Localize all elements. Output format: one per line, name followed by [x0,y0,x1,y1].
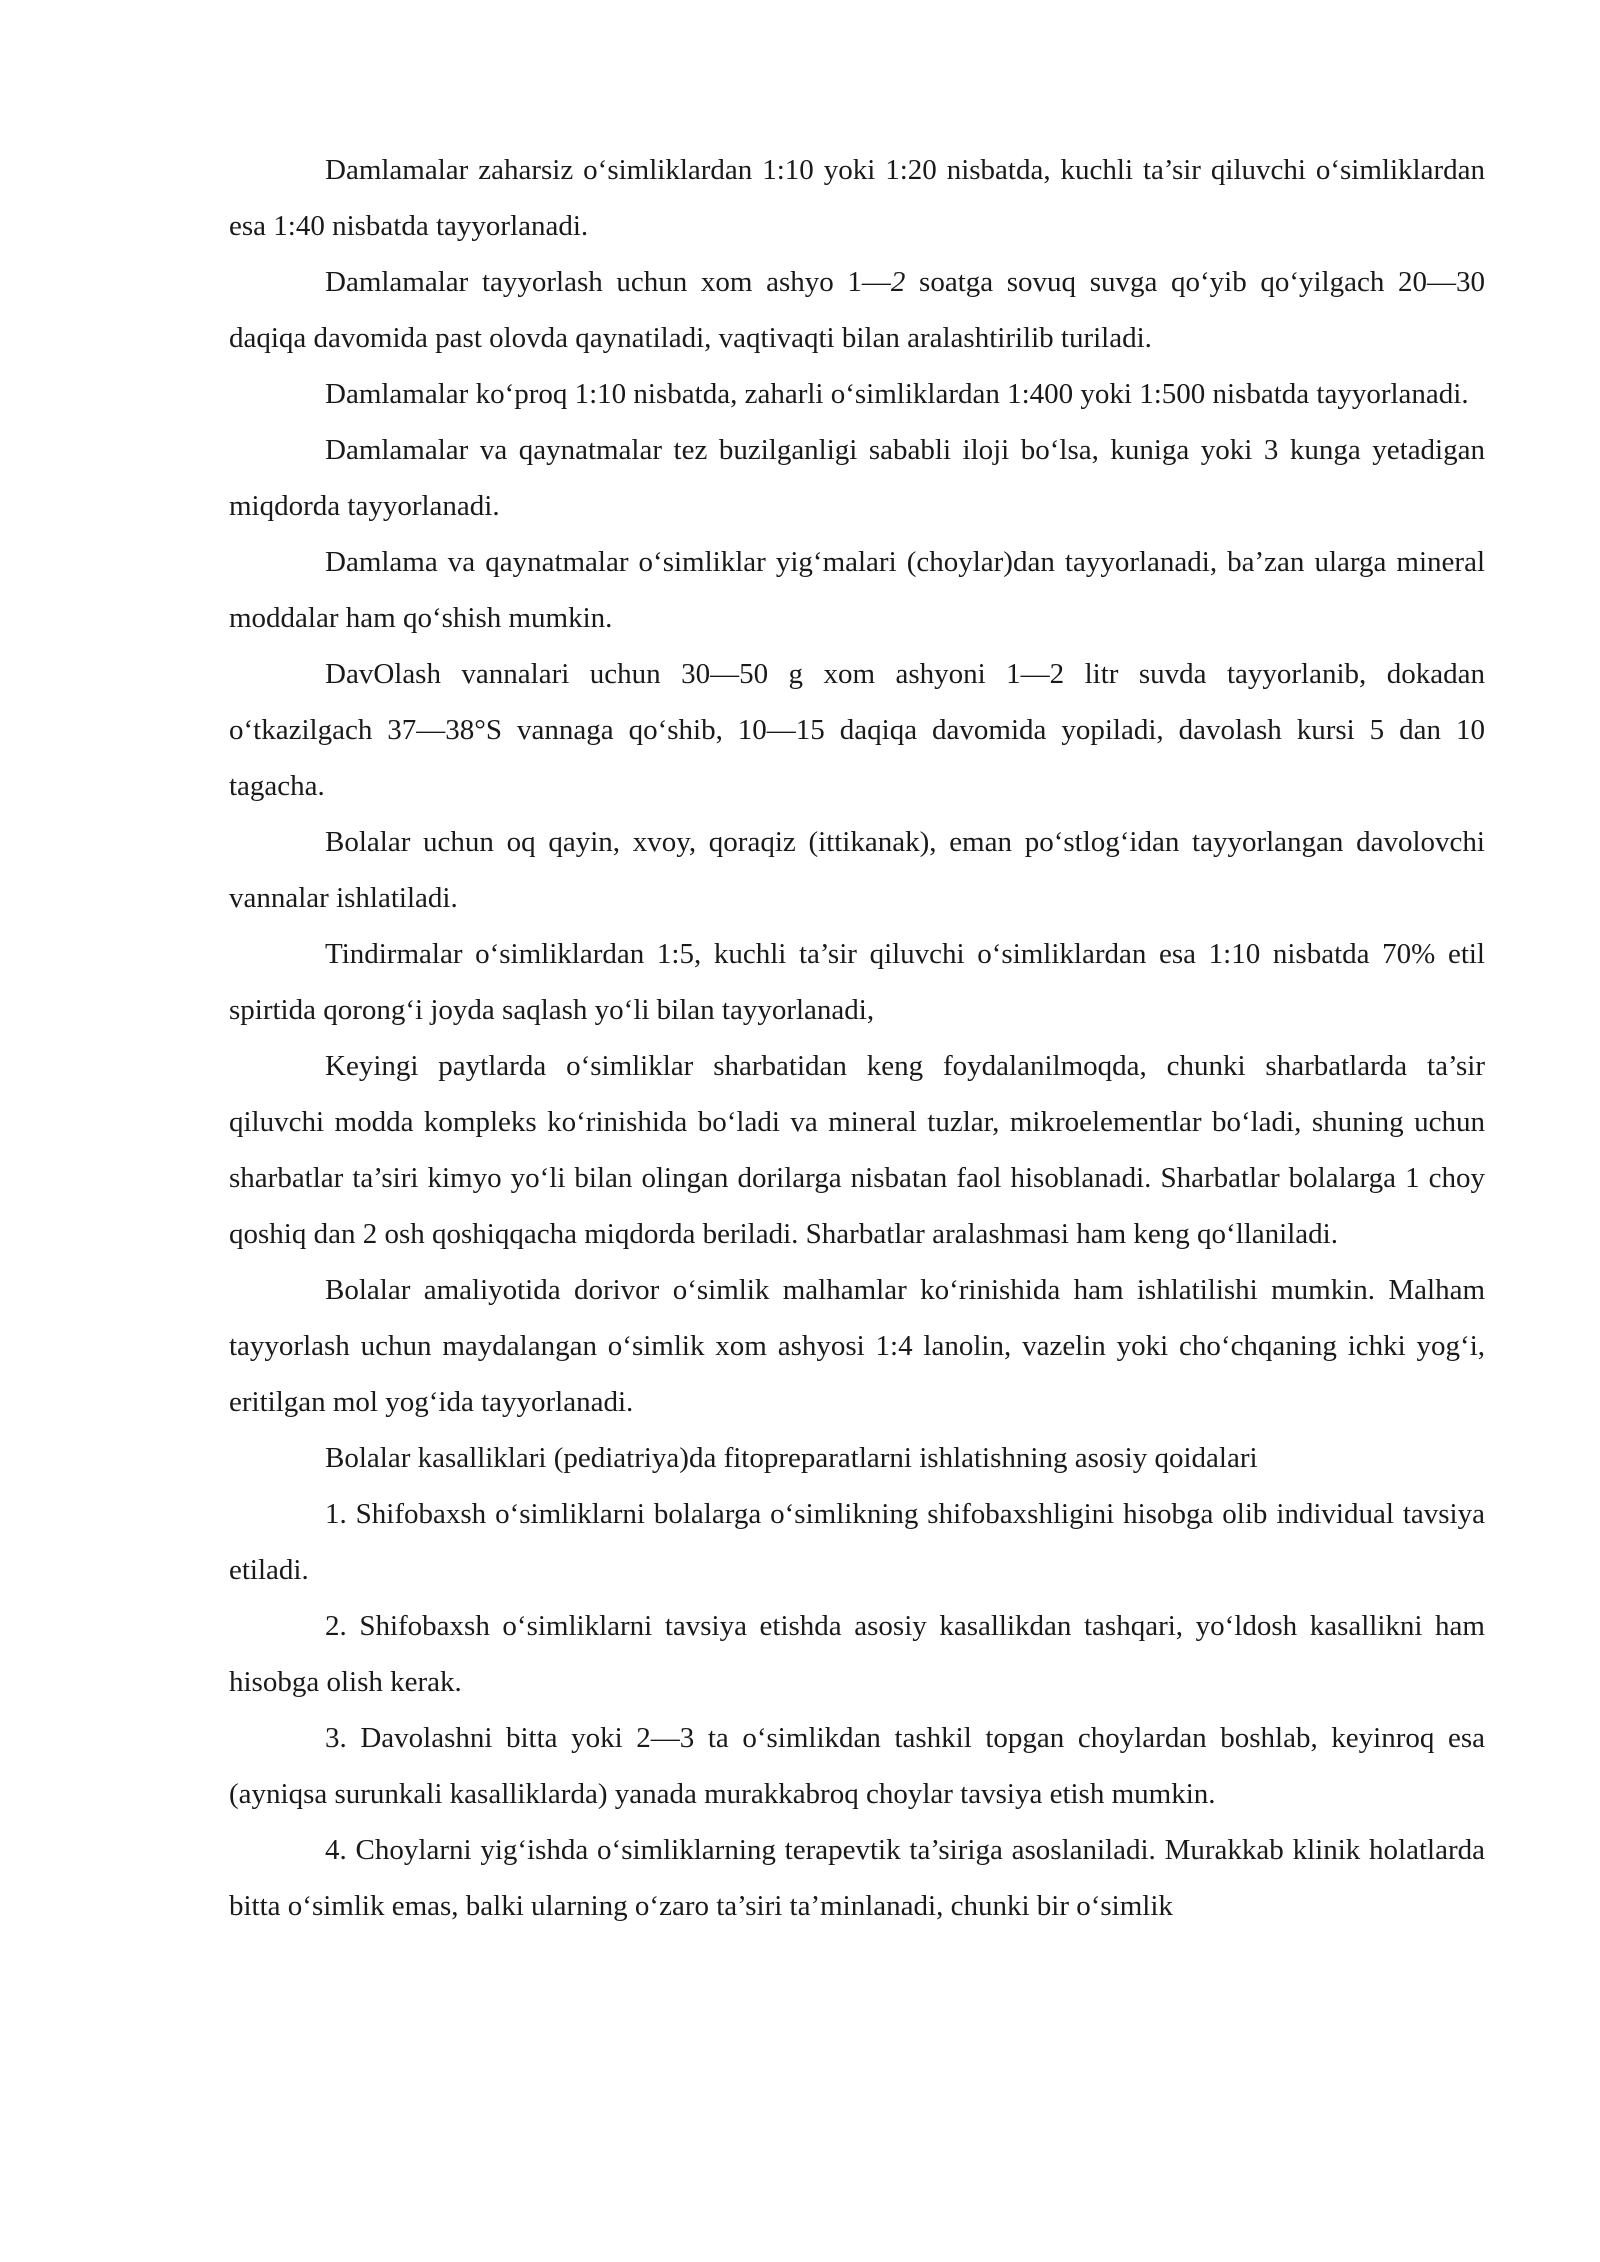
section-heading: Bolalar kasalliklari (pediatriya)da fitopreparatlarni ishlatishning asosiy qoidalari [325,1442,1258,1474]
paragraph-2-start: Damlamalar tayyorlash uchun xom ashyo 1— [325,266,891,298]
list-item-3: 3. Davolashni bitta yoki 2—3 ta o‘simlikdan tashkil topgan choylardan boshlab, keyinroq esa (ayniqsa surunkali kasalliklarda) yanada murakkabroq choylar tavsiya etish mumkin. [229,1722,1485,1810]
paragraph-2 [229,254,1485,366]
paragraph-6: DavOlash vannalari uchun 30—50 g xom ashyoni 1—2 litr suvda tayyorlanib, dokadan o‘tkazilgach 37—38°S vannaga qo‘shib, 10—15 daqiqa davomida yopiladi, davolash kursi 5 dan 10 tagacha. [229,658,1485,802]
list-item-4: 4. Choylarni yig‘ishda o‘simliklarning terapevtik ta’siriga asoslaniladi. Murakkab klinik holatlarda bitta o‘simlik emas, balki ularning o‘zaro ta’siri ta’minlanadi, chunki bir o‘simlik [229,1834,1485,1922]
paragraph-9: Keyingi paytlarda o‘simliklar sharbatidan keng foydalanilmoqda, chunki sharbatlarda ta’sir qiluvchi modda kompleks ko‘rinishida bo‘ladi va mineral tuzlar, mikroelementlar bo‘ladi, shuning uchun sharbatlar ta’siri kimyo yo‘li bilan olingan dorilarga nisbatan faol hisoblanadi. Sharbatlar bolalarga 1 choy qoshiq dan 2 osh qoshiqqacha miqdorda beriladi. Sharbatlar aralashmasi ham keng qo‘llaniladi. [229,1050,1485,1250]
document-page [229,142,1485,1934]
paragraph-2-end: soatga sovuq suvga qo‘yib qo‘yilgach 20—30 daqiqa davomida past olovda qaynatiladi, vaqtivaqti bilan aralashtirilib turiladi. [229,266,1485,354]
list-item-1: 1. Shifobaxsh o‘simliklarni bolalarga o‘simlikning shifobaxshligini hisobga olib individual tavsiya etiladi. [229,1498,1485,1586]
list-item-2: 2. Shifobaxsh o‘simliklarni tavsiya etishda asosiy kasallikdan tashqari, yo‘ldosh kasallikni ham hisobga olish kerak. [229,1610,1485,1698]
paragraph-4: Damlamalar va qaynatmalar tez buzilganligi sababli iloji bo‘lsa, kuniga yoki 3 kunga yetadigan miqdorda tayyorlanadi. [229,434,1485,522]
paragraph-10: Bolalar amaliyotida dorivor o‘simlik malhamlar ko‘rinishida ham ishlatilishi mumkin. Malham tayyorlash uchun maydalangan o‘simlik xom ashyosi 1:4 lanolin, vazelin yoki cho‘chqaning ichki yog‘i, eritilgan mol yog‘ida tayyorlanadi. [229,1274,1485,1418]
paragraph-7: Bolalar uchun oq qayin, xvoy, qoraqiz (ittikanak), eman po‘stlog‘idan tayyorlangan davolovchi vannalar ishlatiladi. [229,826,1485,914]
paragraph-2-italic: 2 [890,266,906,298]
paragraph-3: Damlamalar ko‘proq 1:10 nisbatda, zaharli o‘simliklardan 1:400 yoki 1:500 nisbatda tayyorlanadi. [325,378,1469,410]
paragraph-8: Tindirmalar o‘simliklardan 1:5, kuchli ta’sir qiluvchi o‘simliklardan esa 1:10 nisbatda 70% etil spirtida qorong‘i joyda saqlash yo‘li bilan tayyorlanadi, [229,938,1485,1026]
paragraph-5: Damlama va qaynatmalar o‘simliklar yig‘malari (choylar)dan tayyorlanadi, ba’zan ularga mineral moddalar ham qo‘shish mumkin. [229,546,1485,634]
paragraph-1: Damlamalar zaharsiz o‘simliklardan 1:10 yoki 1:20 nisbatda, kuchli ta’sir qiluvchi o‘simliklardan esa 1:40 nisbatda tayyorlanadi. [229,154,1485,242]
